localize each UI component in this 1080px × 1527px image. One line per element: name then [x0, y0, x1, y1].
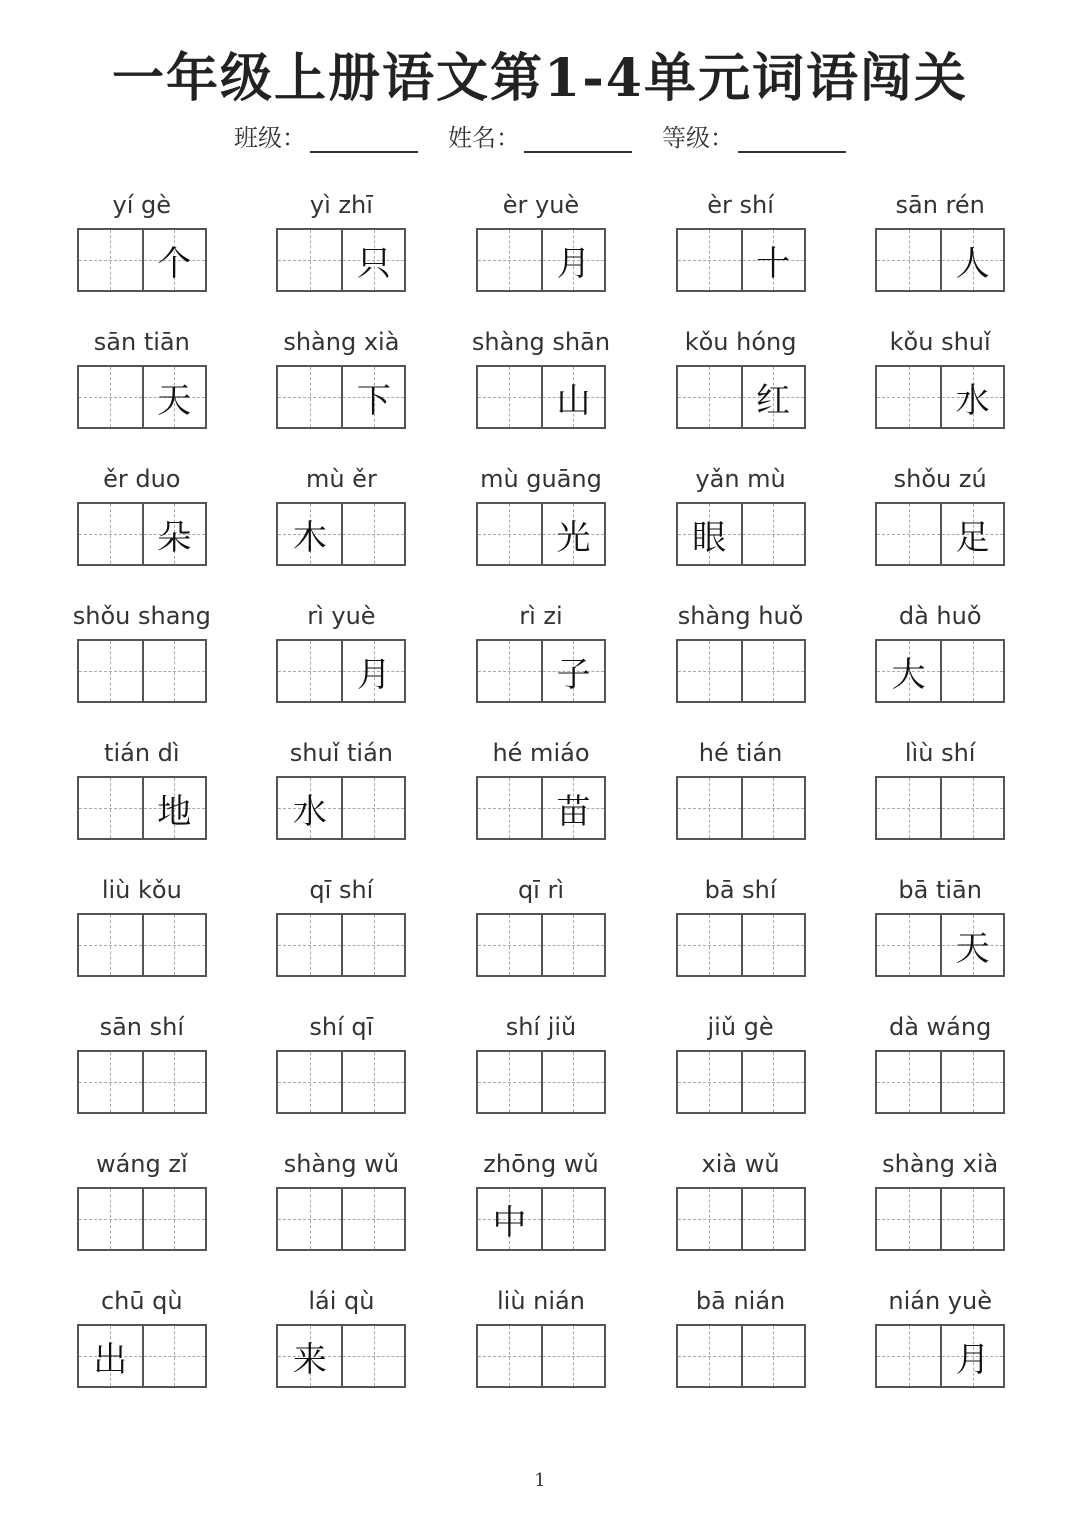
filled-character: 天 [157, 380, 192, 421]
pinyin-label: ěr duo [103, 465, 181, 493]
tianzige-box-right[interactable] [341, 778, 404, 838]
word-cell [42, 597, 242, 734]
word-cell [42, 734, 242, 871]
tianzige-box-left[interactable] [877, 230, 940, 290]
tianzige-box-left[interactable] [79, 915, 142, 975]
pinyin-label: dà wáng [888, 1013, 992, 1041]
name-label: 姓名： [448, 124, 520, 152]
word-cell [840, 323, 1040, 460]
tianzige-box-pair [676, 1187, 806, 1251]
tianzige-box-right[interactable] [940, 915, 1003, 975]
word-cell [840, 460, 1040, 597]
filled-character: 下 [356, 380, 391, 421]
pinyin-label: jiǔ gè [707, 1013, 774, 1041]
tianzige-box-left[interactable] [478, 367, 541, 427]
tianzige-box-pair [476, 1324, 606, 1388]
word-cell [840, 871, 1040, 1008]
tianzige-box-pair [276, 913, 406, 977]
tianzige-box-left[interactable] [678, 1052, 741, 1112]
word-cell [242, 1282, 442, 1419]
filled-character: 天 [955, 928, 990, 969]
grade-blank-line[interactable] [738, 123, 846, 153]
tianzige-box-left[interactable] [278, 504, 341, 564]
word-cell [641, 1145, 841, 1282]
tianzige-box-right[interactable] [341, 1189, 404, 1249]
word-cell [441, 597, 641, 734]
tianzige-box-pair [875, 1187, 1005, 1251]
tianzige-box-right[interactable] [142, 504, 205, 564]
pinyin-label: qī shí [309, 876, 374, 904]
pinyin-label: yǎn mù [695, 465, 786, 493]
word-cell [42, 1145, 242, 1282]
filled-character: 月 [955, 1339, 990, 1380]
tianzige-box-pair [77, 776, 207, 840]
pinyin-label: xià wǔ [701, 1150, 780, 1178]
tianzige-box-right[interactable] [341, 641, 404, 701]
tianzige-box-left[interactable] [278, 367, 341, 427]
class-field [234, 118, 418, 153]
class-label: 班级： [234, 124, 306, 152]
tianzige-box-left[interactable] [278, 641, 341, 701]
filled-character: 月 [356, 654, 391, 695]
tianzige-box-left[interactable] [877, 641, 940, 701]
pinyin-label: bā shí [704, 876, 777, 904]
pinyin-label: liù kǒu [101, 876, 182, 904]
tianzige-box-pair [676, 365, 806, 429]
word-cell [42, 460, 242, 597]
tianzige-box-left[interactable] [678, 641, 741, 701]
filled-character: 水 [292, 791, 327, 832]
tianzige-box-pair [676, 913, 806, 977]
pinyin-label: mù ěr [305, 465, 377, 493]
tianzige-box-right[interactable] [940, 1052, 1003, 1112]
pinyin-label: hé tián [698, 739, 783, 767]
pinyin-label: shàng xià [882, 1150, 999, 1178]
word-cell [840, 597, 1040, 734]
tianzige-box-left[interactable] [877, 1052, 940, 1112]
tianzige-box-left[interactable] [278, 1189, 341, 1249]
word-cell [641, 597, 841, 734]
tianzige-box-left[interactable] [478, 1052, 541, 1112]
tianzige-box-left[interactable] [877, 1189, 940, 1249]
tianzige-box-right[interactable] [541, 1052, 604, 1112]
word-cell [42, 1282, 242, 1419]
tianzige-box-right[interactable] [142, 915, 205, 975]
tianzige-box-right[interactable] [741, 1326, 804, 1386]
word-cell [441, 460, 641, 597]
filled-character: 水 [955, 380, 990, 421]
word-cell [242, 323, 442, 460]
tianzige-box-pair [476, 228, 606, 292]
filled-character: 红 [756, 380, 791, 421]
tianzige-box-left[interactable] [678, 1326, 741, 1386]
filled-character: 朵 [157, 517, 192, 558]
tianzige-box-pair [875, 502, 1005, 566]
word-cell [242, 460, 442, 597]
pinyin-label: wáng zǐ [95, 1150, 188, 1178]
tianzige-box-pair [476, 776, 606, 840]
pinyin-label: lái qù [308, 1287, 375, 1315]
tianzige-box-pair [276, 502, 406, 566]
tianzige-box-left[interactable] [678, 504, 741, 564]
tianzige-box-pair [276, 1324, 406, 1388]
filled-character: 子 [556, 654, 591, 695]
pinyin-label: bā nián [695, 1287, 786, 1315]
tianzige-box-left[interactable] [79, 778, 142, 838]
tianzige-box-pair [77, 1187, 207, 1251]
filled-character: 来 [292, 1339, 327, 1380]
tianzige-box-left[interactable] [79, 641, 142, 701]
word-grid [42, 186, 1042, 1419]
pinyin-label: tián dì [104, 739, 180, 767]
tianzige-box-right[interactable] [541, 230, 604, 290]
tianzige-box-pair [77, 1050, 207, 1114]
tianzige-box-right[interactable] [940, 367, 1003, 427]
tianzige-box-left[interactable] [678, 230, 741, 290]
tianzige-box-right[interactable] [142, 367, 205, 427]
pinyin-label: hé miáo [492, 739, 590, 767]
filled-character: 山 [556, 380, 591, 421]
filled-character: 中 [492, 1202, 527, 1243]
pinyin-label: yí gè [112, 191, 172, 219]
tianzige-box-left[interactable] [79, 1326, 142, 1386]
tianzige-box-pair [476, 639, 606, 703]
word-cell [441, 323, 641, 460]
tianzige-box-right[interactable] [341, 367, 404, 427]
tianzige-box-left[interactable] [678, 778, 741, 838]
pinyin-label: shí qī [309, 1013, 374, 1041]
tianzige-box-left[interactable] [278, 915, 341, 975]
pinyin-label: yì zhī [309, 191, 373, 219]
pinyin-label: sān rén [895, 191, 985, 219]
pinyin-label: lìù shí [904, 739, 976, 767]
tianzige-box-right[interactable] [541, 641, 604, 701]
tianzige-box-pair [676, 502, 806, 566]
tianzige-box-left[interactable] [478, 504, 541, 564]
page-title: 一年级上册语文第1-4单元词语闯关 [112, 48, 968, 109]
tianzige-box-pair [676, 1050, 806, 1114]
tianzige-box-left[interactable] [79, 504, 142, 564]
pinyin-label: shuǐ tián [289, 739, 393, 767]
tianzige-box-right[interactable] [741, 367, 804, 427]
tianzige-box-pair [875, 776, 1005, 840]
tianzige-box-right[interactable] [741, 230, 804, 290]
tianzige-box-left[interactable] [79, 1189, 142, 1249]
tianzige-box-pair [875, 1324, 1005, 1388]
pinyin-label: èr yuè [502, 191, 580, 219]
tianzige-box-right[interactable] [341, 1326, 404, 1386]
tianzige-box-pair [676, 1324, 806, 1388]
tianzige-box-pair [276, 776, 406, 840]
pinyin-label: shàng huǒ [677, 602, 804, 630]
word-cell [641, 1282, 841, 1419]
pinyin-label: shàng xià [283, 328, 400, 356]
tianzige-box-pair [276, 1187, 406, 1251]
tianzige-box-pair [77, 1324, 207, 1388]
tianzige-box-right[interactable] [341, 1052, 404, 1112]
tianzige-box-left[interactable] [278, 1052, 341, 1112]
pinyin-label: nián yuè [888, 1287, 992, 1315]
name-field [448, 118, 632, 153]
word-cell [840, 1282, 1040, 1419]
word-cell [840, 1145, 1040, 1282]
pinyin-label: bā tiān [898, 876, 982, 904]
word-cell [42, 1008, 242, 1145]
tianzige-box-right[interactable] [341, 230, 404, 290]
tianzige-box-right[interactable] [541, 504, 604, 564]
pinyin-label: liù nián [496, 1287, 585, 1315]
word-cell [242, 871, 442, 1008]
word-cell [242, 1145, 442, 1282]
tianzige-box-pair [875, 1050, 1005, 1114]
tianzige-box-right[interactable] [541, 367, 604, 427]
pinyin-label: rì zi [519, 602, 563, 630]
tianzige-box-left[interactable] [478, 915, 541, 975]
filled-character: 人 [955, 243, 990, 284]
pinyin-label: èr shí [707, 191, 774, 219]
word-cell [840, 1008, 1040, 1145]
grade-label: 等级： [662, 124, 734, 152]
tianzige-box-left[interactable] [79, 1052, 142, 1112]
filled-character: 苗 [556, 791, 591, 832]
tianzige-box-left[interactable] [877, 915, 940, 975]
tianzige-box-left[interactable] [478, 230, 541, 290]
filled-character: 眼 [692, 517, 727, 558]
tianzige-box-left[interactable] [278, 230, 341, 290]
tianzige-box-right[interactable] [541, 1326, 604, 1386]
tianzige-box-pair [476, 502, 606, 566]
pinyin-label: chū qù [100, 1287, 183, 1315]
pinyin-label: shǒu shang [72, 602, 211, 630]
word-cell [42, 323, 242, 460]
tianzige-box-right[interactable] [741, 915, 804, 975]
tianzige-box-pair [77, 365, 207, 429]
filled-character: 地 [157, 791, 192, 832]
word-cell [840, 734, 1040, 871]
tianzige-box-right[interactable] [541, 1189, 604, 1249]
tianzige-box-right[interactable] [940, 230, 1003, 290]
filled-character: 月 [556, 243, 591, 284]
tianzige-box-left[interactable] [678, 1189, 741, 1249]
word-cell [641, 871, 841, 1008]
tianzige-box-right[interactable] [142, 1326, 205, 1386]
tianzige-box-pair [276, 365, 406, 429]
tianzige-box-pair [875, 913, 1005, 977]
tianzige-box-right[interactable] [741, 778, 804, 838]
tianzige-box-pair [276, 228, 406, 292]
tianzige-box-right[interactable] [142, 1189, 205, 1249]
pinyin-label: rì yuè [307, 602, 376, 630]
tianzige-box-pair [476, 1050, 606, 1114]
tianzige-box-pair [276, 639, 406, 703]
tianzige-box-right[interactable] [741, 1189, 804, 1249]
pinyin-label: kǒu shuǐ [889, 328, 991, 356]
tianzige-box-right[interactable] [341, 504, 404, 564]
tianzige-box-right[interactable] [741, 1052, 804, 1112]
tianzige-box-pair [77, 913, 207, 977]
pinyin-label: shàng shān [471, 328, 611, 356]
word-cell [441, 1008, 641, 1145]
tianzige-box-right[interactable] [142, 641, 205, 701]
tianzige-box-right[interactable] [541, 778, 604, 838]
tianzige-box-right[interactable] [541, 915, 604, 975]
tianzige-box-left[interactable] [678, 915, 741, 975]
tianzige-box-pair [77, 639, 207, 703]
class-blank-line[interactable] [310, 123, 418, 153]
pinyin-label: dà huǒ [898, 602, 982, 630]
tianzige-box-left[interactable] [877, 367, 940, 427]
tianzige-box-left[interactable] [79, 230, 142, 290]
tianzige-box-right[interactable] [142, 778, 205, 838]
tianzige-box-pair [476, 365, 606, 429]
word-cell [242, 734, 442, 871]
tianzige-box-pair [476, 1187, 606, 1251]
tianzige-box-pair [77, 502, 207, 566]
tianzige-box-left[interactable] [478, 778, 541, 838]
tianzige-box-right[interactable] [142, 230, 205, 290]
word-cell [42, 186, 242, 323]
word-cell [641, 186, 841, 323]
tianzige-box-left[interactable] [877, 504, 940, 564]
filled-character: 光 [556, 517, 591, 558]
name-blank-line[interactable] [524, 123, 632, 153]
word-cell [42, 871, 242, 1008]
pinyin-label: shǒu zú [893, 465, 987, 493]
tianzige-box-right[interactable] [341, 915, 404, 975]
pinyin-label: sān tiān [93, 328, 190, 356]
word-cell [441, 186, 641, 323]
tianzige-box-right[interactable] [940, 504, 1003, 564]
tianzige-box-right[interactable] [940, 641, 1003, 701]
filled-character: 十 [756, 243, 791, 284]
word-cell [441, 1145, 641, 1282]
filled-character: 大 [891, 654, 926, 695]
tianzige-box-right[interactable] [940, 778, 1003, 838]
word-cell [242, 186, 442, 323]
tianzige-box-left[interactable] [278, 1326, 341, 1386]
filled-character: 木 [292, 517, 327, 558]
tianzige-box-left[interactable] [278, 778, 341, 838]
filled-character: 只 [356, 243, 391, 284]
page-number: 1 [534, 1470, 546, 1491]
tianzige-box-left[interactable] [877, 1326, 940, 1386]
pinyin-label: kǒu hóng [684, 328, 797, 356]
tianzige-box-pair [77, 228, 207, 292]
word-cell [441, 734, 641, 871]
tianzige-box-left[interactable] [478, 1326, 541, 1386]
tianzige-box-right[interactable] [940, 1189, 1003, 1249]
tianzige-box-left[interactable] [79, 367, 142, 427]
tianzige-box-right[interactable] [940, 1326, 1003, 1386]
word-cell [441, 1282, 641, 1419]
tianzige-box-pair [875, 639, 1005, 703]
tianzige-box-right[interactable] [741, 504, 804, 564]
pinyin-label: mù guāng [480, 465, 602, 493]
pinyin-label: shí jiǔ [505, 1013, 577, 1041]
tianzige-box-left[interactable] [478, 641, 541, 701]
word-cell [641, 1008, 841, 1145]
word-cell [641, 460, 841, 597]
tianzige-box-pair [875, 365, 1005, 429]
pinyin-label: shàng wǔ [283, 1150, 400, 1178]
tianzige-box-pair [676, 639, 806, 703]
tianzige-box-pair [676, 776, 806, 840]
tianzige-box-left[interactable] [678, 367, 741, 427]
tianzige-box-pair [676, 228, 806, 292]
filled-character: 出 [93, 1339, 128, 1380]
tianzige-box-pair [276, 1050, 406, 1114]
grade-field [662, 118, 846, 153]
word-cell [641, 734, 841, 871]
word-cell [242, 597, 442, 734]
word-cell [441, 871, 641, 1008]
filled-character: 个 [157, 243, 192, 284]
word-cell [840, 186, 1040, 323]
pinyin-label: zhōng wǔ [483, 1150, 599, 1178]
pinyin-label: qī rì [517, 876, 565, 904]
tianzige-box-right[interactable] [142, 1052, 205, 1112]
tianzige-box-left[interactable] [478, 1189, 541, 1249]
tianzige-box-right[interactable] [741, 641, 804, 701]
tianzige-box-pair [476, 913, 606, 977]
word-cell [641, 323, 841, 460]
pinyin-label: sān shí [99, 1013, 185, 1041]
tianzige-box-left[interactable] [877, 778, 940, 838]
word-cell [242, 1008, 442, 1145]
student-info-row [0, 118, 1080, 153]
tianzige-box-pair [875, 228, 1005, 292]
filled-character: 足 [955, 517, 990, 558]
